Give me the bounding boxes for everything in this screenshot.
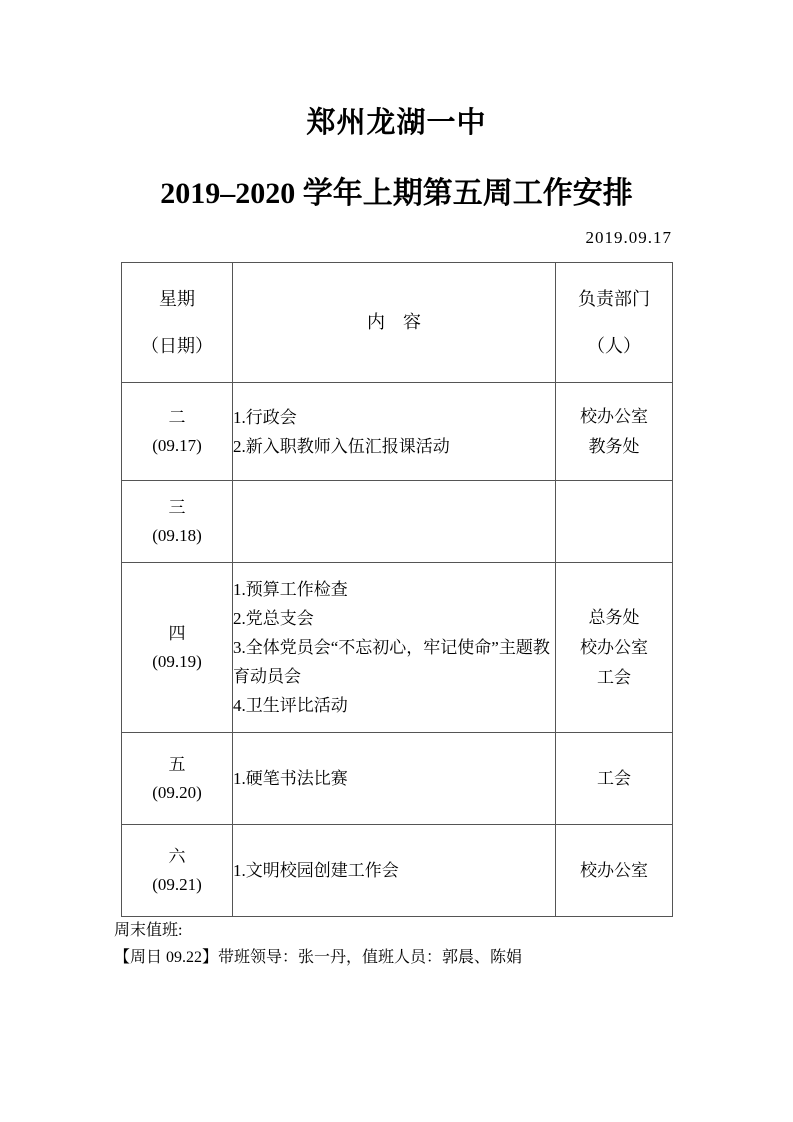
header-day: [122, 263, 233, 383]
date-label: (09.18): [152, 525, 202, 545]
content-cell: [233, 825, 556, 917]
dept-cell: [556, 563, 673, 733]
date-label: (09.20): [152, 782, 202, 802]
day-cell: [122, 825, 233, 917]
dept-cell: [556, 481, 673, 563]
day-label: 二: [168, 407, 186, 427]
page-subtitle: 2019–2020 学年上期第五周工作安排: [160, 177, 633, 210]
day-label: 六: [168, 846, 186, 866]
header-dept-line2: （人）: [587, 335, 641, 356]
header-dept: [556, 263, 673, 383]
dept-cell: [556, 733, 673, 825]
header-day-line2: （日期）: [141, 335, 213, 356]
header-dept-line1: 负责部门: [578, 288, 650, 309]
dept-line: 校办公室: [580, 637, 648, 657]
content-item: 2.新入职教师入伍汇报课活动: [233, 436, 450, 456]
document-date: 2019.09.17: [585, 228, 672, 247]
table-header-row: [122, 263, 673, 383]
date-label: (09.19): [152, 651, 202, 671]
table-row-tuesday: [122, 383, 673, 481]
dept-line: 总务处: [588, 607, 640, 627]
table-row-thursday: [122, 563, 673, 733]
day-label: 五: [168, 754, 186, 774]
content-item: 3.全体党员会“不忘初心，牢记使命”主题教育动员会: [233, 638, 550, 686]
table-row-saturday: [122, 825, 673, 917]
dept-line: 工会: [597, 667, 631, 687]
content-item: 1.硬笔书法比赛: [233, 769, 348, 788]
day-cell: [122, 383, 233, 481]
schedule-table: [121, 262, 673, 917]
content-item: 2.党总支会: [233, 609, 314, 628]
dept-cell: [556, 383, 673, 481]
header-content-label: 内 容: [367, 312, 421, 332]
day-cell: [122, 733, 233, 825]
content-item: 1.预算工作检查: [233, 580, 348, 599]
weekend-duty-detail: 【周日 09.22】带班领导：张一丹，值班人员：郭晨、陈娟: [114, 949, 523, 966]
day-label: 四: [168, 623, 186, 643]
dept-cell: [556, 825, 673, 917]
date-label: (09.21): [152, 874, 202, 894]
content-item: 1.文明校园创建工作会: [233, 861, 399, 880]
dept-line: 校办公室: [580, 860, 648, 880]
content-item: 1.行政会: [233, 407, 297, 427]
day-label: 三: [168, 497, 186, 517]
day-cell: [122, 563, 233, 733]
header-day-line1: 星期: [159, 288, 195, 309]
header-content: [233, 263, 556, 383]
content-cell: [233, 481, 556, 563]
dept-line: 工会: [597, 768, 631, 788]
content-item: 4.卫生评比活动: [233, 696, 348, 715]
table-row-friday: [122, 733, 673, 825]
weekend-duty-note: [114, 918, 714, 972]
day-cell: [122, 481, 233, 563]
content-cell: [233, 383, 556, 481]
weekend-duty-title: 周末值班:: [114, 922, 183, 939]
date-label: (09.17): [152, 435, 202, 455]
content-cell: [233, 563, 556, 733]
content-cell: [233, 733, 556, 825]
page-title: 郑州龙湖一中: [306, 107, 487, 139]
table-row-wednesday: [122, 481, 673, 563]
dept-line: 校办公室: [580, 406, 648, 426]
dept-line: 教务处: [588, 436, 640, 456]
